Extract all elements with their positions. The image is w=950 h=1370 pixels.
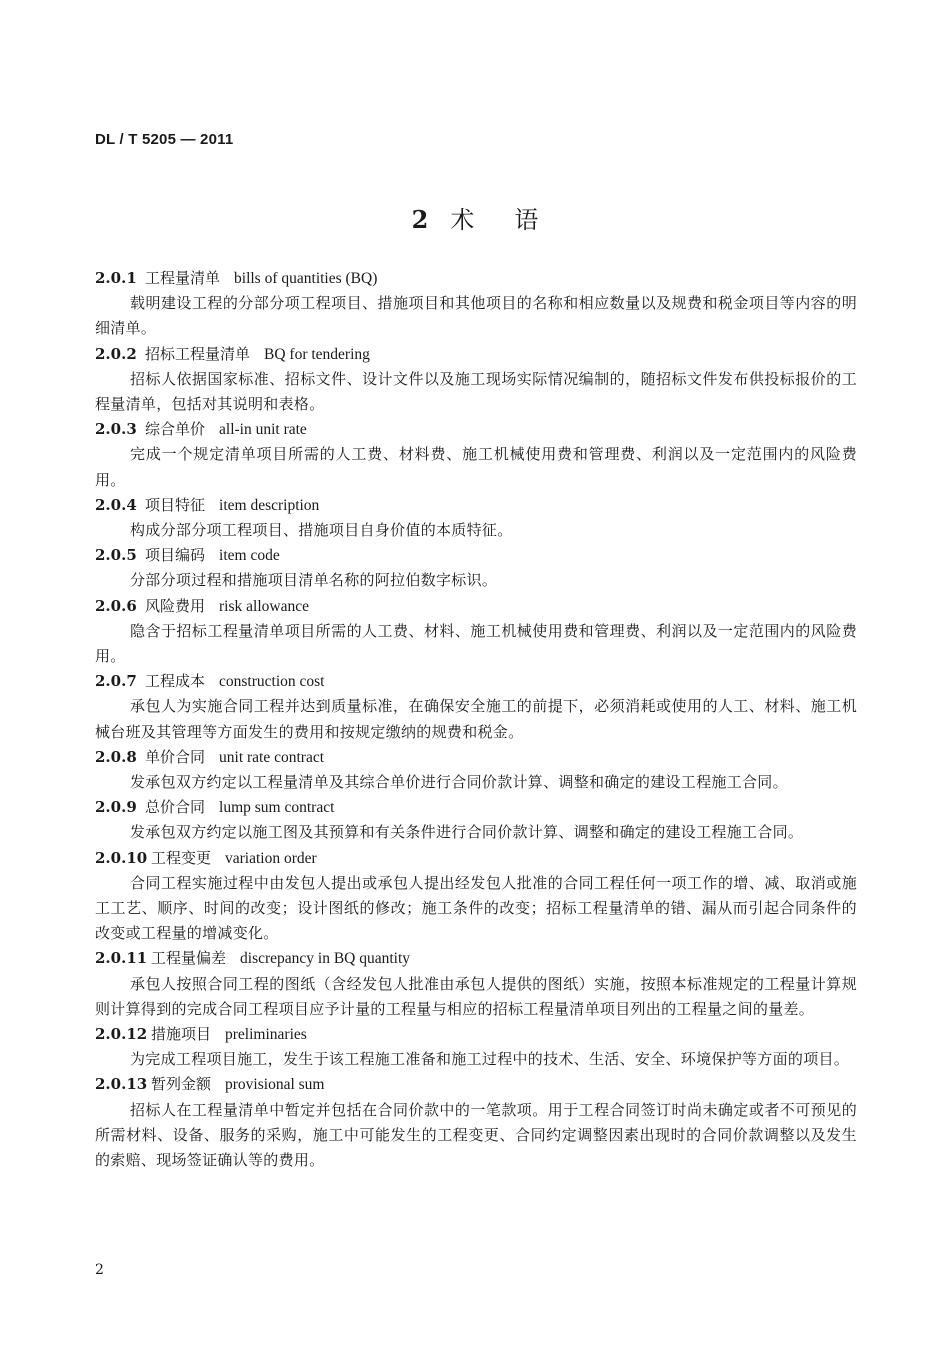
term-number: 2.0.1 [95, 269, 137, 287]
term-english: item code [219, 547, 280, 565]
page-number: 2 [95, 1262, 104, 1278]
term-chinese: 工程成本 [145, 672, 206, 691]
term-entry [95, 594, 857, 670]
term-english: risk allowance [219, 597, 309, 615]
term-heading [95, 669, 857, 694]
term-heading [95, 1022, 857, 1047]
term-heading [95, 417, 857, 442]
term-chinese: 暂列金额 [151, 1075, 212, 1094]
term-number: 2.0.7 [95, 672, 137, 691]
term-definition: 发承包双方约定以施工图及其预算和有关条件进行合同价款计算、调整和确定的建设工程施工合同。 [130, 823, 804, 842]
term-number: 2.0.10 [95, 848, 148, 867]
term-heading [95, 1072, 857, 1097]
term-heading [95, 745, 857, 770]
term-number: 2.0.5 [95, 546, 137, 565]
term-heading [95, 543, 857, 568]
term-english: discrepancy in BQ quantity [240, 950, 411, 968]
term-entry [95, 946, 857, 1022]
term-english: variation order [225, 849, 317, 867]
term-number: 2.0.9 [95, 798, 137, 817]
term-entry [95, 846, 857, 947]
term-definition: 隐含于招标工程量清单项目所需的人工费、材料、施工机械使用费和管理费、利润以及一定范围内的风险费用。 [95, 621, 857, 665]
term-entry [95, 745, 857, 795]
term-english: item description [219, 496, 320, 514]
term-chinese: 项目特征 [145, 495, 206, 514]
term-english: preliminaries [225, 1025, 307, 1043]
term-entry [95, 417, 857, 493]
term-chinese: 招标工程量清单 [145, 344, 251, 363]
term-definition: 合同工程实施过程中由发包人提出或承包人提出经发包人批准的合同工程任何一项工作的增、减、取消或施工工艺、顺序、时间的改变；设计图纸的修改；施工条件的改变；招标工程量清单的错、漏从而引起合同条件的改变或工程量的增减变化。 [95, 873, 857, 943]
term-heading [95, 846, 857, 871]
term-definition: 招标人依据国家标准、招标文件、设计文件以及施工现场实际情况编制的，随招标文件发布供投标报价的工程量清单，包括对其说明和表格。 [95, 369, 857, 413]
term-definition: 承包人为实施合同工程并达到质量标准，在确保安全施工的前提下，必须消耗或使用的人工、材料、施工机械台班及其管理等方面发生的费用和按规定缴纳的规费和税金。 [95, 697, 857, 741]
term-number: 2.0.12 [95, 1024, 148, 1043]
term-chinese: 综合单价 [145, 420, 206, 439]
term-definition: 构成分部分项工程项目、措施项目自身价值的本质特征。 [130, 520, 513, 539]
term-number: 2.0.8 [95, 747, 137, 766]
chapter-number: 2 [411, 205, 429, 234]
term-entry [95, 1022, 857, 1072]
term-english: unit rate contract [219, 748, 325, 766]
chapter-title [0, 200, 950, 235]
term-heading [95, 594, 857, 619]
term-number: 2.0.13 [95, 1075, 148, 1094]
chapter-title-char: 术 [450, 206, 475, 234]
term-chinese: 工程变更 [151, 848, 212, 867]
term-entry [95, 342, 857, 418]
term-entry [95, 1072, 857, 1173]
term-english: BQ for tendering [264, 345, 370, 363]
term-entry [95, 493, 857, 543]
term-chinese: 工程量偏差 [151, 949, 227, 968]
term-chinese: 单价合同 [145, 747, 206, 766]
term-entry [95, 266, 857, 342]
term-english: all-in unit rate [219, 421, 307, 439]
term-english: lump sum contract [219, 799, 335, 817]
term-heading [95, 342, 857, 367]
term-entry [95, 669, 857, 745]
term-heading [95, 493, 857, 518]
term-english: construction cost [219, 673, 325, 691]
term-definition: 为完成工程项目施工，发生于该工程施工准备和施工过程中的技术、生活、安全、环境保护等方面的项目。 [130, 1050, 850, 1069]
term-number: 2.0.6 [95, 596, 137, 615]
term-definition: 载明建设工程的分部分项工程项目、措施项目和其他项目的名称和相应数量以及规费和税金项目等内容的明细清单。 [95, 294, 857, 338]
term-definition: 承包人按照合同工程的图纸（含经发包人批准由承包人提供的图纸）实施，按照本标准规定的工程量计算规则计算得到的完成合同工程项目应予计量的工程量与相应的招标工程量清单项目列出的工程量之间的量差。 [95, 974, 857, 1018]
term-entry [95, 795, 857, 845]
term-heading [95, 946, 857, 971]
term-heading [95, 795, 857, 820]
term-english: bills of quantities (BQ) [234, 270, 378, 287]
term-definition: 分部分项过程和措施项目清单名称的阿拉伯数字标识。 [130, 571, 498, 590]
term-chinese: 风险费用 [145, 596, 206, 615]
term-number: 2.0.4 [95, 495, 137, 514]
term-chinese: 项目编码 [145, 546, 206, 565]
term-english: provisional sum [225, 1076, 325, 1094]
term-definition: 招标人在工程量清单中暂定并包括在合同价款中的一笔款项。用于工程合同签订时尚未确定或者不可预见的所需材料、设备、服务的采购，施工中可能发生的工程变更、合同约定调整因素出现时的合同价款调整以及发生的索赔、现场签证确认等的费用。 [95, 1100, 857, 1169]
term-chinese: 总价合同 [145, 798, 206, 817]
term-heading [95, 266, 857, 291]
chapter-title-char: 语 [514, 206, 539, 234]
term-chinese: 工程量清单 [145, 269, 221, 287]
term-definition: 发承包双方约定以工程量清单及其综合单价进行合同价款计算、调整和确定的建设工程施工合同。 [130, 772, 788, 791]
term-entry [95, 543, 857, 593]
standard-code: DL / T 5205 — 2011 [95, 131, 234, 148]
term-number: 2.0.3 [95, 420, 137, 439]
term-chinese: 措施项目 [151, 1024, 212, 1043]
term-number: 2.0.11 [95, 949, 148, 968]
term-definition: 完成一个规定清单项目所需的人工费、材料费、施工机械使用费和管理费、利润以及一定范围内的风险费用。 [95, 445, 857, 489]
terms-list [95, 266, 857, 1173]
term-number: 2.0.2 [95, 344, 137, 363]
